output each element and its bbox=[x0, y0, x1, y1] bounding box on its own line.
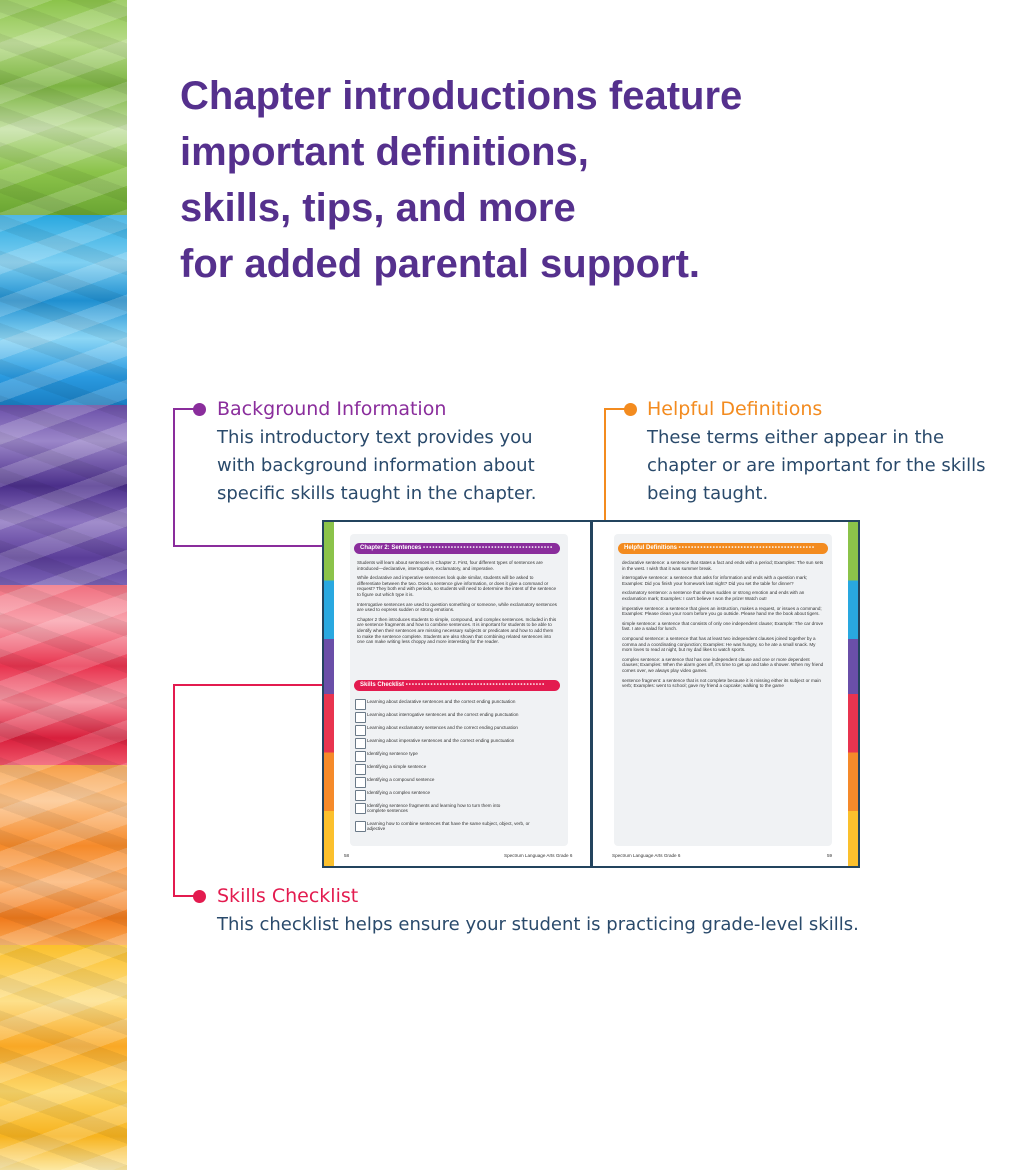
definition: declarative sentence: a sentence that states a fact and ends with a period; Examples: The sun sets in the west. I wish that it was summer break. bbox=[622, 560, 824, 571]
background-callout-dot bbox=[193, 403, 206, 416]
checklist-callout-dot bbox=[193, 890, 206, 903]
checklist-leader-vertical bbox=[173, 684, 175, 897]
definitions-leader-top bbox=[604, 408, 626, 410]
paragraph: Students will learn about sentences in Chapter 2. First, four different types of sentences are introduced—declarative, interrogative, exclamatory, and imperative. bbox=[357, 560, 543, 571]
right-page-edge bbox=[848, 522, 858, 866]
definition: simple sentence: a sentence that consists of only one independent clause; Example: The car drove fast. I ate a salad for lunch. bbox=[622, 620, 824, 632]
checkbox[interactable] bbox=[355, 821, 366, 832]
checklist-callout-body bbox=[217, 911, 859, 939]
checkbox[interactable] bbox=[355, 777, 366, 788]
background-leader-vertical bbox=[173, 408, 175, 547]
background-callout-body bbox=[217, 424, 537, 508]
checklist-item-label: Learning about exclamatory sentences and the correct ending punctuation bbox=[367, 725, 518, 730]
definitions-heading: Helpful Definitions bbox=[624, 545, 677, 551]
definition: interrogative sentence: a sentence that asks for information and ends with a question mark; Examples: Did you finish your homework last night? Did you set the table for dinner? bbox=[622, 575, 808, 586]
checklist-item-label: Identifying a simple sentence bbox=[367, 764, 427, 769]
checklist-item bbox=[367, 725, 557, 730]
heading-dots: •••••••••••••••••••••••••••••••••••••••••• bbox=[423, 545, 554, 551]
chapter-heading: Chapter 2: Sentences bbox=[360, 545, 422, 551]
left-page-number: 58 bbox=[344, 853, 350, 858]
body-line: chapter or are important for the skills bbox=[647, 455, 986, 476]
definition: complex sentence: a sentence that has one independent clause and one or more dependent clauses; Examples: When the alarm goes off, it's time to get up and take a shower. When my friend comes over, we always play video games. bbox=[622, 656, 824, 673]
definition: exclamatory sentence: a sentence that shows sudden or strong emotion and ends with an exclamation mark; Examples: I can't believe I won the prize! Watch out! bbox=[622, 590, 805, 601]
background-callout-title: Background Information bbox=[217, 398, 447, 420]
checklist-heading: Skills Checklist bbox=[360, 682, 405, 688]
checkbox[interactable] bbox=[355, 725, 366, 736]
definitions-callout-body bbox=[647, 424, 986, 508]
page-headline bbox=[180, 68, 980, 292]
checklist-item bbox=[367, 777, 557, 782]
checklist-item bbox=[367, 712, 557, 717]
definitions-list bbox=[622, 560, 826, 693]
body-line: with background information about bbox=[217, 455, 535, 476]
paragraph: While declarative and imperative sentences look quite similar, students will be asked to differentiate between the two. Does a sentence give information, or does it give a command or request? They both end with periods, so students will need to determine the intent of the sentence to figure out which type it is. bbox=[357, 575, 557, 597]
checklist-item-label: Identifying sentence fragments and learning how to turn them into complete sentences bbox=[367, 803, 501, 814]
book-spread bbox=[322, 520, 860, 868]
left-page-footer: Spectrum Language Arts Grade 6 bbox=[504, 853, 573, 858]
definition: compound sentence: a sentence that has at least two independent clauses joined together by a comma and a coordinating conjunction; Examples: He was hungry, so he ate a small snack. My mom loves to read at night, but my dad likes to watch sports. bbox=[622, 635, 816, 653]
checkbox[interactable] bbox=[355, 751, 366, 762]
skills-checklist-bar bbox=[354, 680, 560, 691]
paragraph: Chapter 2 then introduces students to simple, compound, and complex sentences. Included in this are sentence fragments and how to combine sentences. It is important for students to be able to identify when their sentences are missing necessary subjects or predicates and how to add them to make the sentence complete. Students are also shown that combining related sentences into one can make writing less choppy and more interesting for the reader. bbox=[357, 616, 557, 645]
headline-line: important definitions, bbox=[180, 130, 589, 174]
definitions-callout-dot bbox=[624, 403, 637, 416]
body-line: This checklist helps ensure your student is practicing grade-level skills. bbox=[217, 914, 859, 935]
checklist-item-label: Identifying sentence type bbox=[367, 751, 418, 756]
right-page-footer: Spectrum Language Arts Grade 6 bbox=[612, 853, 681, 858]
checkbox[interactable] bbox=[355, 699, 366, 710]
decorative-prism-stripe bbox=[0, 0, 127, 1170]
body-line: This introductory text provides you bbox=[217, 427, 533, 448]
body-line: These terms either appear in the bbox=[647, 427, 945, 448]
heading-dots: ••••••••••••••••••••••••••••••••••••••••••••• bbox=[405, 682, 546, 688]
right-page-number: 59 bbox=[827, 853, 833, 858]
checklist-item bbox=[367, 699, 557, 704]
checklist-item bbox=[367, 751, 557, 756]
body-line: specific skills taught in the chapter. bbox=[217, 483, 537, 504]
checklist-item-label: Learning how to combine sentences that have the same subject, object, verb, or adjective bbox=[367, 821, 530, 832]
checklist-leader-bottom bbox=[173, 895, 195, 897]
definition: sentence fragment: a sentence that is not complete because it is missing either its subject or main verb; Examples: went to school; gave my friend a cupcake; walking to the game bbox=[622, 677, 821, 689]
checklist-item-label: Learning about imperative sentences and the correct ending punctuation bbox=[367, 738, 515, 743]
checklist-item bbox=[367, 803, 517, 814]
headline-line: skills, tips, and more bbox=[180, 186, 576, 230]
definitions-callout-title: Helpful Definitions bbox=[647, 398, 823, 420]
checkbox[interactable] bbox=[355, 803, 366, 814]
checkbox[interactable] bbox=[355, 790, 366, 801]
background-paragraphs bbox=[357, 560, 557, 649]
checklist-item-label: Identifying a complex sentence bbox=[367, 790, 431, 795]
checklist-item-label: Learning about interrogative sentences and the correct ending punctuation bbox=[367, 712, 519, 717]
chapter-heading-bar bbox=[354, 543, 560, 554]
checkbox[interactable] bbox=[355, 738, 366, 749]
checklist-item-label: Learning about declarative sentences and the correct ending punctuation bbox=[367, 699, 516, 704]
checklist-item bbox=[367, 764, 557, 769]
checklist-item bbox=[367, 738, 557, 743]
checklist-item bbox=[367, 790, 557, 795]
definitions-heading-bar bbox=[618, 543, 828, 554]
book-spine bbox=[590, 522, 593, 866]
left-page-edge bbox=[324, 522, 334, 866]
checklist-item bbox=[367, 821, 537, 832]
checkbox[interactable] bbox=[355, 764, 366, 775]
checklist-callout-title: Skills Checklist bbox=[217, 885, 359, 907]
body-line: being taught. bbox=[647, 483, 769, 504]
headline-line: for added parental support. bbox=[180, 242, 701, 286]
paragraph: Interrogative sentences are used to question something or someone, while exclamatory sentences are used to express sudden or strong emotions. bbox=[357, 601, 557, 613]
checklist-item-label: Identifying a compound sentence bbox=[367, 777, 435, 782]
definition: imperative sentence: a sentence that gives an instruction, makes a request, or issues a command; Examples: Please clean your room before you go outside. Please hand me the book about tigers. bbox=[622, 605, 822, 617]
heading-dots: •••••••••••••••••••••••••••••••••••••••••••• bbox=[678, 545, 816, 551]
headline-line: Chapter introductions feature bbox=[180, 74, 743, 118]
background-leader-top bbox=[173, 408, 195, 410]
checkbox[interactable] bbox=[355, 712, 366, 723]
